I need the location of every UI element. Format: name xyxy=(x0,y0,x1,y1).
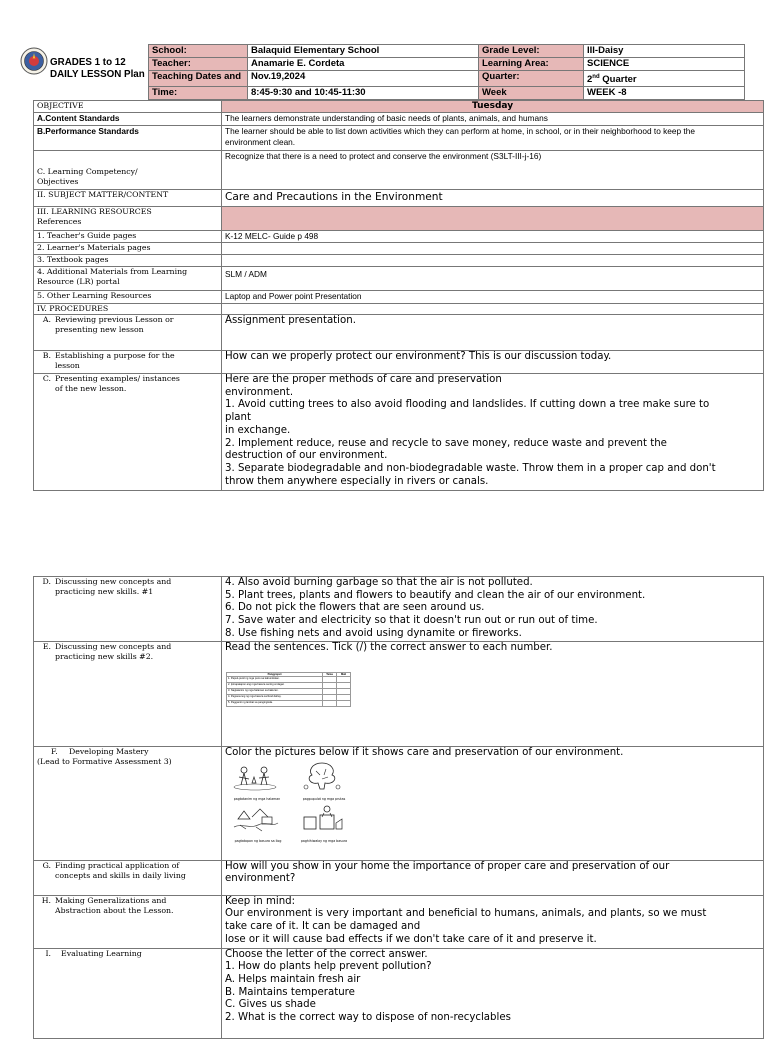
competency-label: C. Learning Competency/ Objectives xyxy=(34,151,222,190)
other-resources-row xyxy=(34,291,764,304)
resources-label: III. LEARNING RESOURCES References xyxy=(34,207,222,231)
header-value: 8:45-9:30 and 10:45-11:30 xyxy=(248,87,479,100)
lesson-plan-table-page1 xyxy=(33,100,764,491)
title-line-2: DAILY LESSON Plan xyxy=(50,69,145,80)
subject-value: Care and Precautions in the Environment xyxy=(222,190,764,207)
subject-row xyxy=(34,190,764,207)
caption-1: pagtatanim ng mga halaman xyxy=(233,796,281,801)
procedure-d-label: D. Discussing new concepts and practicing new skills. #1 xyxy=(34,577,222,642)
competency-value: Recognize that there is a need to protect and conserve the environment (S3LT-III-j-16) xyxy=(222,151,764,190)
procedure-g-row xyxy=(34,860,764,895)
procedures-value xyxy=(222,304,764,315)
procedure-c-row xyxy=(34,374,764,491)
tick-table xyxy=(226,672,351,707)
teachers-guide-label: 1. Teacher's Guide pages xyxy=(34,231,222,243)
header-label: Grade Level: xyxy=(479,45,584,58)
day-header: Tuesday xyxy=(222,101,764,113)
procedure-e-row xyxy=(34,641,764,746)
procedure-e-text: Read the sentences. Tick (/) the correct answer to each number. xyxy=(225,641,553,653)
procedure-h-text: Keep in mind: Our environment is very important and beneficial to humans, animals, and plants, so we must take care of it. It can be damaged and lose or it will cause bad effects if we don't take care of it and preserve it. xyxy=(222,895,764,948)
resources-row xyxy=(34,207,764,231)
procedure-e-label: E. Discussing new concepts and practicing new skills #2. xyxy=(34,641,222,746)
textbook-label: 3. Textbook pages xyxy=(34,255,222,267)
procedure-b-label: B. Establishing a purpose for the lesson xyxy=(34,351,222,374)
content-standards-label: A.Content Standards xyxy=(34,113,222,126)
header-label: Week xyxy=(479,87,584,100)
coloring-picture-1 xyxy=(232,763,282,801)
header-label: Learning Area: xyxy=(479,58,584,71)
performance-standards-value: The learner should be able to list down activities which they can perform at home, in school, or in their neighborhood to keep the environment clean. xyxy=(222,126,764,151)
procedure-i-row xyxy=(34,948,764,1038)
header-label: Time: xyxy=(149,87,248,100)
learners-materials-label: 2. Learner's Materials pages xyxy=(34,243,222,255)
procedure-i-text: Choose the letter of the correct answer. 1. How do plants help prevent pollution? A. Helps maintain fresh air B. Maintains temperature C. Gives us shade 2. What is the correct way to dispose of non-recyclables xyxy=(222,948,764,1038)
procedure-c-text: Here are the proper methods of care and preservation environment. 1. Avoid cutting trees to also avoid flooding and landslides. If cutting down a tree make sure to plant in exchange. 2. Implement reduce, reuse and recycle to save money, reduce waste and prevent the destruction of our environment. 3. Separate biodegradable and non-biodegradable waste. Throw them in a proper cap and don't throw them anywhere especially in rivers or canals. xyxy=(222,374,764,491)
teachers-guide-value: K-12 MELC- Guide p 498 xyxy=(222,231,764,243)
subject-label: II. SUBJECT MATTER/CONTENT xyxy=(34,190,222,207)
procedure-b-text: How can we properly protect our environment? This is our discussion today. xyxy=(222,351,764,374)
procedure-d-row xyxy=(34,577,764,642)
caption-3: pagtatapon ng basura sa ilog xyxy=(234,838,282,843)
learners-materials-value xyxy=(222,243,764,255)
procedure-f-row xyxy=(34,746,764,860)
teachers-guide-row xyxy=(34,231,764,243)
procedure-f-label-line1: Developing Mastery xyxy=(69,746,149,756)
caption-4: paghihiwalay ng mga basura xyxy=(300,838,348,843)
content-standards-row xyxy=(34,113,764,126)
procedure-f-text: Color the pictures below if it shows care and preservation of our environment. xyxy=(225,746,624,758)
document-title xyxy=(50,57,146,81)
procedure-f-content xyxy=(222,746,764,860)
performance-standards-label: B.Performance Standards xyxy=(34,126,222,151)
resources-value xyxy=(222,207,764,231)
textbook-row xyxy=(34,255,764,267)
procedure-f-label xyxy=(34,746,222,860)
coloring-picture-3 xyxy=(232,805,284,843)
tick-table-row: 3. Nagtatanim ng mga halaman sa bakuran. xyxy=(227,689,351,695)
objective-label: OBJECTIVE xyxy=(34,101,222,113)
procedures-label: IV. PROCEDURES xyxy=(34,304,222,315)
procedure-f-letter: F. xyxy=(51,746,58,756)
header-info-table xyxy=(148,44,745,100)
procedure-i-label: I. Evaluating Learning xyxy=(34,948,222,1038)
other-resources-label: 5. Other Learning Resources xyxy=(34,291,222,304)
header-row xyxy=(149,45,745,58)
lesson-plan-table-page2 xyxy=(33,576,764,1039)
objective-row xyxy=(34,101,764,113)
header-row xyxy=(149,58,745,71)
procedure-h-label: H. Making Generalizations and Abstraction about the Lesson. xyxy=(34,895,222,948)
header-value: Anamarie E. Cordeta xyxy=(248,58,479,71)
coloring-picture-2 xyxy=(298,761,350,801)
header-value: SCIENCE xyxy=(584,58,745,71)
lr-portal-label: 4. Additional Materials from Learning Resource (LR) portal xyxy=(34,267,222,291)
performance-standards-row xyxy=(34,126,764,151)
tick-table-row: 1. Paputi-putol ng mga puno sa kabundukan. xyxy=(227,677,351,683)
tick-table-header: Pangyayari Tama Mali xyxy=(227,673,351,677)
tick-table-row: 5. Paggamit ng lambat sa pangingisda. xyxy=(227,701,351,707)
header-value: Nov.19,2024 xyxy=(248,71,479,87)
procedure-a-row xyxy=(34,315,764,351)
content-standards-value: The learners demonstrate understanding of basic needs of plants, animals, and humans xyxy=(222,113,764,126)
header-label: Teacher: xyxy=(149,58,248,71)
procedure-h-row xyxy=(34,895,764,948)
procedure-b-row xyxy=(34,351,764,374)
tick-table-row: 2. Ipinapatapon ang mga basura sa ilog at dagat. xyxy=(227,683,351,689)
procedure-g-label: G. Finding practical application of concepts and skills in daily living xyxy=(34,860,222,895)
header-label: Quarter: xyxy=(479,71,584,87)
quarter-value: 2nd Quarter xyxy=(584,71,745,87)
procedure-e-content xyxy=(222,641,764,746)
procedure-a-label: A. Reviewing previous Lesson or presenting new lesson xyxy=(34,315,222,351)
header-row xyxy=(149,87,745,100)
coloring-picture-4 xyxy=(298,803,350,843)
competency-row xyxy=(34,151,764,190)
procedures-row xyxy=(34,304,764,315)
caption-2: pagpupulot ng mga prutas xyxy=(302,796,346,801)
lr-portal-value: SLM / ADM xyxy=(222,267,764,291)
header-value: WEEK -8 xyxy=(584,87,745,100)
procedure-c-label: C. Presenting examples/ instances of the new lesson. xyxy=(34,374,222,491)
procedure-d-text: 4. Also avoid burning garbage so that the air is not polluted. 5. Plant trees, plants and flowers to beautify and clean the air of our environment. 6. Do not pick the flowers that are seen around us. 7. Save water and electricity so that it doesn't run out or run out of time. 8. Use fishing nets and avoid using dynamite or fireworks. xyxy=(222,577,764,642)
learners-materials-row xyxy=(34,243,764,255)
textbook-value xyxy=(222,255,764,267)
header-value: Balaquid Elementary School xyxy=(248,45,479,58)
procedure-a-text: Assignment presentation. xyxy=(222,315,764,351)
procedure-g-text: How will you show in your home the importance of proper care and preservation of our environment? xyxy=(222,860,764,895)
header-label: Teaching Dates and xyxy=(149,71,248,87)
lr-portal-row xyxy=(34,267,764,291)
procedure-f-label-line2: (Lead to Formative Assessment 3) xyxy=(37,756,172,766)
deped-seal-logo xyxy=(20,47,48,75)
other-resources-value: Laptop and Power point Presentation xyxy=(222,291,764,304)
tick-table-row: 4. Pagsusunog ng mga basura sa likod-bahay. xyxy=(227,695,351,701)
title-line-1: GRADES 1 to 12 xyxy=(50,57,126,68)
header-value: III-Daisy xyxy=(584,45,745,58)
header-label: School: xyxy=(149,45,248,58)
header-row xyxy=(149,71,745,87)
